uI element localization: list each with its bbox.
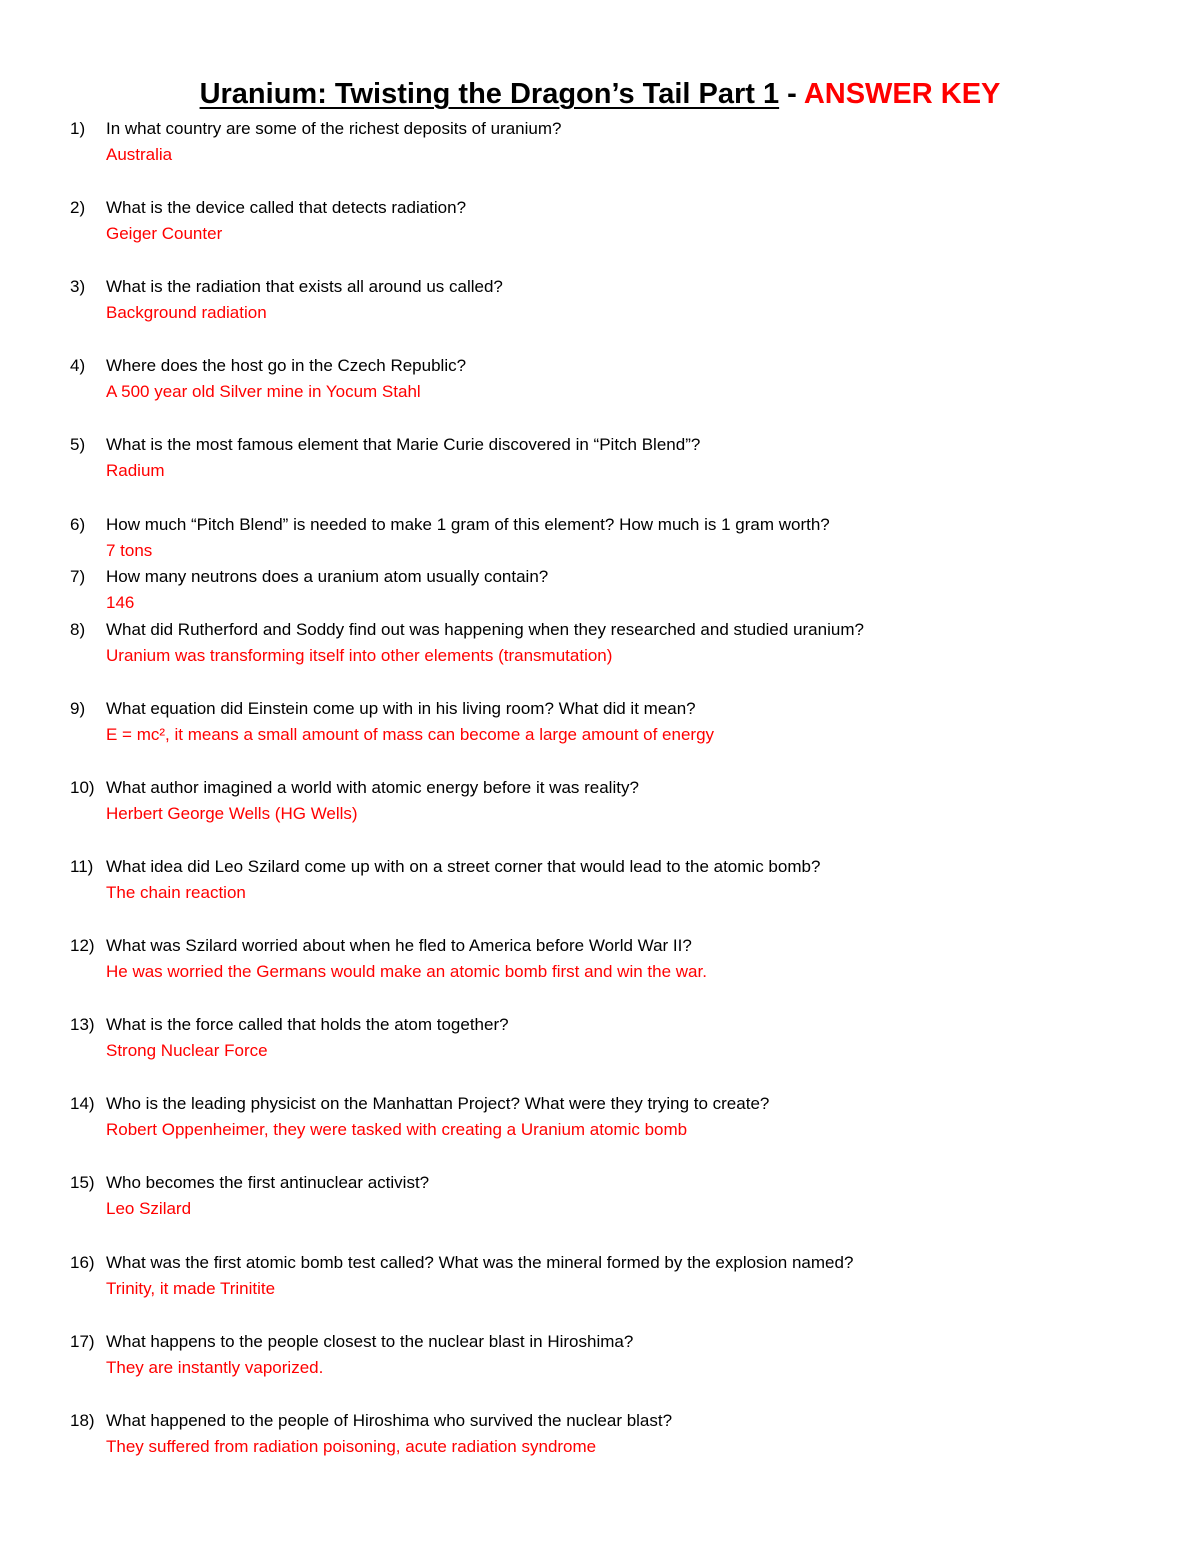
answer-text: Radium [106, 461, 165, 480]
question-text: Where does the host go in the Czech Republic? [106, 356, 467, 375]
question-number: 12) [70, 936, 95, 955]
title-answer-key: ANSWER KEY [803, 78, 1001, 110]
question-number: 9) [70, 699, 86, 718]
question-text: Who is the leading physicist on the Manhattan Project? What were they trying to create? [106, 1094, 770, 1113]
answer-text: E = mc², it means a small amount of mass can become a large amount of energy [106, 725, 715, 744]
answer-text: 146 [106, 593, 135, 612]
question-text: What is the radiation that exists all around us called? [106, 277, 503, 296]
question-text: What is the force called that holds the atom together? [106, 1015, 509, 1034]
answer-text: Robert Oppenheimer, they were tasked with creating a Uranium atomic bomb [106, 1120, 688, 1139]
question-number: 8) [70, 620, 86, 639]
answer-text: 7 tons [106, 541, 153, 560]
title-separator: - [779, 78, 804, 110]
question-number: 1) [70, 119, 86, 138]
answer-text: Trinity, it made Trinitite [106, 1279, 276, 1298]
question-text: What was the first atomic bomb test called? What was the mineral formed by the explosion named? [106, 1253, 854, 1272]
answer-text: He was worried the Germans would make an atomic bomb first and win the war. [106, 962, 707, 981]
question-text: In what country are some of the richest deposits of uranium? [106, 119, 562, 138]
question-number: 13) [70, 1015, 95, 1034]
title-main: Uranium: Twisting the Dragon’s Tail Part 1 [199, 78, 780, 110]
question-text: What did Rutherford and Soddy find out was happening when they researched and studied uranium? [106, 620, 864, 639]
question-number: 16) [70, 1253, 95, 1272]
question-number: 18) [70, 1411, 95, 1430]
answer-text: Background radiation [106, 303, 267, 322]
answer-text: They suffered from radiation poisoning, acute radiation syndrome [106, 1437, 597, 1456]
question-number: 5) [70, 435, 86, 454]
question-number: 14) [70, 1094, 95, 1113]
page-title [0, 76, 1200, 112]
answer-text: Australia [106, 145, 173, 164]
question-text: What is the most famous element that Marie Curie discovered in “Pitch Blend”? [106, 435, 701, 454]
question-number: 2) [70, 198, 86, 217]
question-number: 17) [70, 1332, 95, 1351]
question-text: What author imagined a world with atomic energy before it was reality? [106, 778, 639, 797]
answer-text: Herbert George Wells (HG Wells) [106, 804, 358, 823]
question-number: 3) [70, 277, 86, 296]
question-number: 11) [70, 857, 94, 876]
question-text: How many neutrons does a uranium atom usually contain? [106, 567, 549, 586]
answer-text: Strong Nuclear Force [106, 1041, 268, 1060]
answer-text: They are instantly vaporized. [106, 1358, 324, 1377]
answer-text: A 500 year old Silver mine in Yocum Stahl [106, 382, 421, 401]
answer-text: The chain reaction [106, 883, 246, 902]
question-text: How much “Pitch Blend” is needed to make 1 gram of this element? How much is 1 gram worth? [106, 515, 830, 534]
question-number: 10) [70, 778, 95, 797]
question-number: 6) [70, 515, 86, 534]
question-text: Who becomes the first antinuclear activist? [106, 1173, 430, 1192]
question-text: What happened to the people of Hiroshima who survived the nuclear blast? [106, 1411, 673, 1430]
question-number: 15) [70, 1173, 95, 1192]
answer-text: Geiger Counter [106, 224, 223, 243]
answer-text: Uranium was transforming itself into other elements (transmutation) [106, 646, 613, 665]
question-text: What was Szilard worried about when he fled to America before World War II? [106, 936, 692, 955]
question-number: 7) [70, 567, 86, 586]
question-number: 4) [70, 356, 86, 375]
answer-text: Leo Szilard [106, 1199, 192, 1218]
question-text: What idea did Leo Szilard come up with on a street corner that would lead to the atomic bomb? [106, 857, 821, 876]
question-text: What happens to the people closest to the nuclear blast in Hiroshima? [106, 1332, 634, 1351]
question-text: What is the device called that detects radiation? [106, 198, 467, 217]
question-text: What equation did Einstein come up with in his living room? What did it mean? [106, 699, 696, 718]
